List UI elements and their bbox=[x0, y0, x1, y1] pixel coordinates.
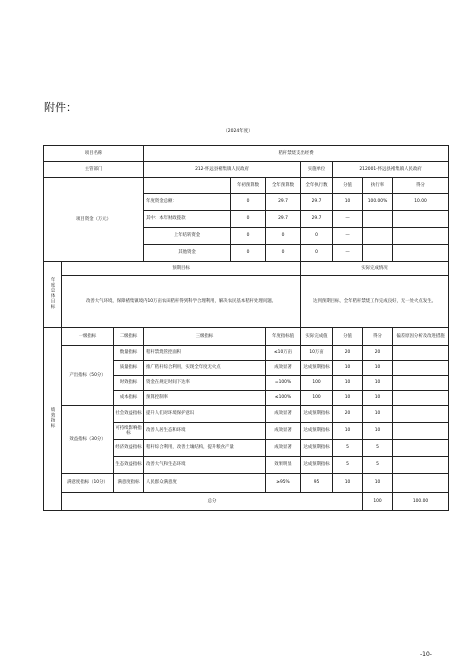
funds-points: 10.00 bbox=[393, 194, 449, 211]
indicator-target: =100% bbox=[266, 376, 301, 391]
benefit-label: 效益指标（30分） bbox=[62, 406, 114, 474]
funds-initial: 0 bbox=[231, 194, 266, 211]
indicator-header: 二级指标 bbox=[114, 328, 144, 346]
funds-header: 全年执行数 bbox=[301, 178, 333, 194]
indicator-actual: 达成预期指标 bbox=[301, 457, 333, 474]
indicator-header: 分值 bbox=[333, 328, 363, 346]
indicator-row bbox=[44, 346, 449, 361]
indicator-third: 秸秆综合利用，改善土壤结构，提升粮食产量 bbox=[144, 440, 266, 457]
indicator-score: 20 bbox=[333, 406, 363, 423]
dept-value: 212-怀远县褚集镇人民政府 bbox=[144, 162, 301, 178]
goals-label-text: 年度总体目标 bbox=[50, 277, 56, 310]
funds-score: — bbox=[333, 245, 363, 262]
indicator-note bbox=[393, 440, 449, 457]
indicator-note bbox=[393, 457, 449, 474]
funds-rate bbox=[363, 211, 393, 228]
indicator-points: 10 bbox=[363, 361, 393, 376]
indicator-target: 成效显著 bbox=[266, 406, 301, 423]
funds-points bbox=[393, 245, 449, 262]
indicator-points: 5 bbox=[363, 457, 393, 474]
annex-label: 附件： bbox=[44, 101, 77, 114]
indicator-note bbox=[393, 376, 449, 391]
funds-points bbox=[393, 228, 449, 245]
funds-header: 年初预算数 bbox=[231, 178, 266, 194]
funds-executed: 0 bbox=[301, 245, 333, 262]
funds-row-name: 年度资金总额： bbox=[144, 194, 231, 211]
indicator-second: 满意度指标 bbox=[114, 474, 144, 493]
indicator-header: 三级指标 bbox=[144, 328, 266, 346]
performance-table bbox=[43, 145, 449, 511]
funds-score: — bbox=[333, 211, 363, 228]
funds-initial: 0 bbox=[231, 245, 266, 262]
indicator-note bbox=[393, 423, 449, 440]
actual-header: 实际完成情况 bbox=[301, 262, 449, 276]
indicators-label-text: 绩效指标 bbox=[50, 407, 56, 429]
indicator-points: 10 bbox=[363, 376, 393, 391]
indicator-actual: 达成预期指标 bbox=[301, 361, 333, 376]
indicator-third: 改善大气和生态环境 bbox=[144, 457, 266, 474]
funds-annual: 0 bbox=[266, 245, 301, 262]
indicator-score: 10 bbox=[333, 391, 363, 406]
funds-row-name: 其中：本年财政拨款 bbox=[144, 211, 231, 228]
indicator-second: 社会效益指标 bbox=[114, 406, 144, 423]
total-points: 100.00 bbox=[393, 493, 449, 511]
project-name-row bbox=[44, 146, 449, 162]
indicator-third: 预算控制率 bbox=[144, 391, 266, 406]
funds-annual: 29.7 bbox=[266, 211, 301, 228]
indicator-header: 一级指标 bbox=[62, 328, 114, 346]
funds-row-name: 其他资金 bbox=[144, 245, 231, 262]
funds-header: 分值 bbox=[333, 178, 363, 194]
actual-goal: 达到预期目标，全年秸秆禁烧工作完成良好，无一处火点发生。 bbox=[301, 276, 449, 328]
indicator-header: 偏差原因分析及改进措施 bbox=[393, 328, 449, 346]
indicator-target: 成效显著 bbox=[266, 440, 301, 457]
funds-blank-header bbox=[144, 178, 231, 194]
funds-rate bbox=[363, 228, 393, 245]
project-name-value: 秸秆禁烧支出经费 bbox=[144, 146, 449, 162]
indicator-points: 5 bbox=[363, 440, 393, 457]
funds-rate bbox=[363, 245, 393, 262]
indicator-note bbox=[393, 391, 449, 406]
indicator-actual: 10万亩 bbox=[301, 346, 333, 361]
indicator-second: 数量指标 bbox=[114, 346, 144, 361]
indicator-score: 5 bbox=[333, 440, 363, 457]
funds-annual: 0 bbox=[266, 228, 301, 245]
project-name-label: 项目名称 bbox=[44, 146, 144, 162]
funds-annual: 29.7 bbox=[266, 194, 301, 211]
indicator-second: 经济效益指标 bbox=[114, 440, 144, 457]
indicator-third: 改善人居生态和环境 bbox=[144, 423, 266, 440]
funds-score: — bbox=[333, 228, 363, 245]
indicator-actual: 达成预期指标 bbox=[301, 440, 333, 457]
indicator-second: 时效指标 bbox=[114, 376, 144, 391]
indicator-note bbox=[393, 346, 449, 361]
funds-header: 全年预算数 bbox=[266, 178, 301, 194]
dept-label: 主管部门 bbox=[44, 162, 144, 178]
indicator-second: 可持续影响指标 bbox=[114, 423, 144, 440]
indicator-actual: 100 bbox=[301, 391, 333, 406]
goals-label bbox=[44, 262, 62, 328]
funds-initial: 0 bbox=[231, 211, 266, 228]
funds-label: 项目资金（万元） bbox=[44, 178, 144, 262]
indicator-target: ≥95% bbox=[266, 474, 301, 493]
page-number: -10- bbox=[420, 651, 432, 658]
impl-label: 实施单位 bbox=[301, 162, 333, 178]
indicator-second: 生态效益指标 bbox=[114, 457, 144, 474]
indicator-points: 10 bbox=[363, 406, 393, 423]
indicator-score: 10 bbox=[333, 376, 363, 391]
indicator-target: 效果明显 bbox=[266, 457, 301, 474]
indicator-note bbox=[393, 406, 449, 423]
indicator-target: 成效显著 bbox=[266, 423, 301, 440]
indicator-third: 资金在规定时间下达率 bbox=[144, 376, 266, 391]
goals-header-row bbox=[44, 262, 449, 276]
indicator-target: 成效显著 bbox=[266, 361, 301, 376]
funds-header-row bbox=[44, 178, 449, 194]
funds-rate: 100.00% bbox=[363, 194, 393, 211]
funds-header: 执行率 bbox=[363, 178, 393, 194]
total-score: 100 bbox=[363, 493, 393, 511]
expected-header: 预期目标 bbox=[62, 262, 301, 276]
indicator-points: 10 bbox=[363, 474, 393, 493]
impl-value: 212001-怀远县褚集镇人民政府 bbox=[333, 162, 449, 178]
funds-header: 得分 bbox=[393, 178, 449, 194]
indicators-header-row bbox=[44, 328, 449, 346]
indicator-second: 成本指标 bbox=[114, 391, 144, 406]
funds-executed: 29.7 bbox=[301, 211, 333, 228]
total-row bbox=[44, 493, 449, 511]
indicators-label bbox=[44, 328, 62, 511]
goals-content-row bbox=[44, 276, 449, 328]
indicator-actual: 95 bbox=[301, 474, 333, 493]
indicator-second: 质量指标 bbox=[114, 361, 144, 376]
indicator-third: 秸秆禁烧管控面积 bbox=[144, 346, 266, 361]
funds-row-name: 上年结转资金 bbox=[144, 228, 231, 245]
funds-executed: 0 bbox=[301, 228, 333, 245]
indicator-target: ≤10万亩 bbox=[266, 346, 301, 361]
indicator-third: 提升人们对环境保护意识 bbox=[144, 406, 266, 423]
funds-points bbox=[393, 211, 449, 228]
indicator-points: 10 bbox=[363, 423, 393, 440]
expected-goal: 改善大气环境，保障褚集镇境内10万亩农田秸秆得到科学合理利用，解决农民基本秸秆处理问题。 bbox=[62, 276, 301, 328]
indicator-header: 得分 bbox=[363, 328, 393, 346]
indicator-actual: 达成预期指标 bbox=[301, 423, 333, 440]
total-label: 总分 bbox=[62, 493, 363, 511]
indicator-note bbox=[393, 361, 449, 376]
indicator-score: 20 bbox=[333, 346, 363, 361]
funds-executed: 29.7 bbox=[301, 194, 333, 211]
indicator-score: 5 bbox=[333, 457, 363, 474]
indicator-third: 人民群众满意度 bbox=[144, 474, 266, 493]
indicator-header: 年度指标值 bbox=[266, 328, 301, 346]
funds-score: 10 bbox=[333, 194, 363, 211]
indicator-points: 10 bbox=[363, 391, 393, 406]
indicator-score: 10 bbox=[333, 474, 363, 493]
indicator-third: 推广秸秆综合利用，实现全年度无火点 bbox=[144, 361, 266, 376]
indicator-row bbox=[44, 474, 449, 493]
indicator-points: 20 bbox=[363, 346, 393, 361]
satisfaction-label: 满意度指标（10分） bbox=[62, 474, 114, 493]
indicator-score: 10 bbox=[333, 423, 363, 440]
funds-initial: 0 bbox=[231, 228, 266, 245]
indicator-actual: 100 bbox=[301, 376, 333, 391]
output-label: 产出指标（50分） bbox=[62, 346, 114, 406]
indicator-note bbox=[393, 474, 449, 493]
indicator-actual: 达成预期指标 bbox=[301, 406, 333, 423]
indicator-target: ≤100% bbox=[266, 391, 301, 406]
indicator-score: 10 bbox=[333, 361, 363, 376]
year-label: （2024年度） bbox=[223, 129, 253, 134]
indicator-header: 实际完成值 bbox=[301, 328, 333, 346]
indicator-row bbox=[44, 406, 449, 423]
department-row bbox=[44, 162, 449, 178]
